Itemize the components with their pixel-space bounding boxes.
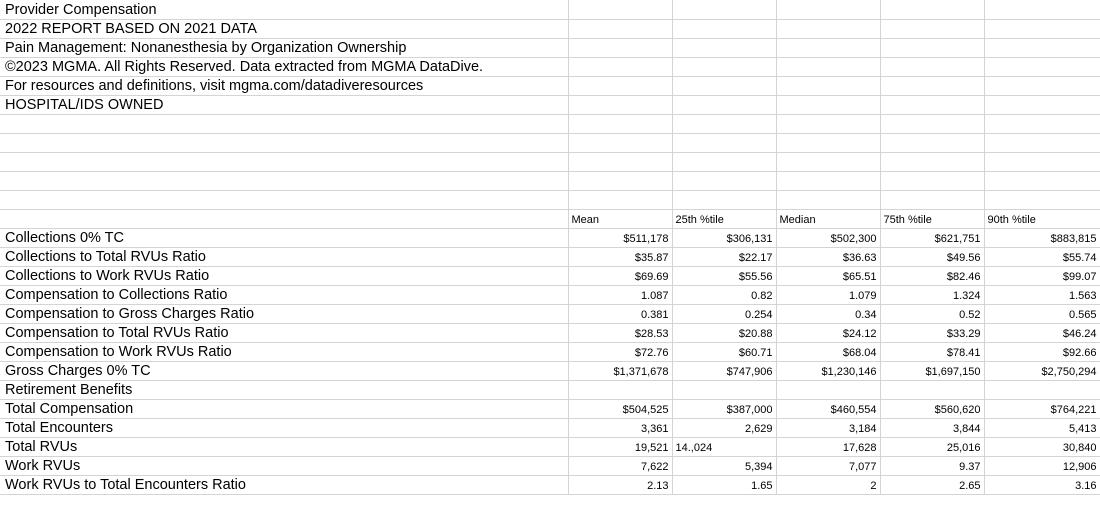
cell-mean[interactable]: 19,521 — [568, 437, 672, 456]
cell-90th[interactable]: 3.16 — [984, 475, 1100, 494]
row-label[interactable]: Compensation to Gross Charges Ratio — [0, 304, 568, 323]
column-header-row — [0, 209, 1100, 228]
cell[interactable] — [568, 57, 672, 76]
cell[interactable] — [672, 114, 776, 133]
row-label[interactable]: Total RVUs — [0, 437, 568, 456]
row-label[interactable]: Compensation to Work RVUs Ratio — [0, 342, 568, 361]
cell[interactable] — [0, 114, 568, 133]
empty-row — [0, 171, 1100, 190]
cell-75th[interactable]: 2.65 — [880, 475, 984, 494]
report-resources[interactable]: For resources and definitions, visit mgma.com/datadiveresources — [0, 76, 568, 95]
cell-25th[interactable]: 0.254 — [672, 304, 776, 323]
cell-90th[interactable]: $92.66 — [984, 342, 1100, 361]
cell[interactable] — [984, 171, 1100, 190]
cell[interactable] — [776, 0, 880, 19]
cell[interactable] — [568, 152, 672, 171]
table-row — [0, 456, 1100, 475]
header-row — [0, 57, 1100, 76]
cell-mean[interactable]: $1,371,678 — [568, 361, 672, 380]
cell[interactable] — [984, 76, 1100, 95]
cell[interactable] — [672, 133, 776, 152]
header-row — [0, 95, 1100, 114]
row-label[interactable]: Collections 0% TC — [0, 228, 568, 247]
cell[interactable] — [880, 114, 984, 133]
cell-median[interactable]: $65.51 — [776, 266, 880, 285]
cell-75th[interactable] — [880, 380, 984, 399]
cell-75th[interactable]: $82.46 — [880, 266, 984, 285]
cell[interactable] — [776, 114, 880, 133]
cell-75th[interactable]: $1,697,150 — [880, 361, 984, 380]
cell[interactable] — [568, 76, 672, 95]
cell[interactable] — [776, 57, 880, 76]
cell[interactable] — [568, 133, 672, 152]
report-ownership[interactable]: HOSPITAL/IDS OWNED — [0, 95, 568, 114]
cell[interactable] — [568, 0, 672, 19]
cell[interactable] — [880, 19, 984, 38]
table-row — [0, 342, 1100, 361]
cell[interactable] — [776, 190, 880, 209]
cell-mean[interactable]: 7,622 — [568, 456, 672, 475]
report-subtitle[interactable]: 2022 REPORT BASED ON 2021 DATA — [0, 19, 568, 38]
table-row — [0, 228, 1100, 247]
row-label[interactable]: Retirement Benefits — [0, 380, 568, 399]
cell[interactable] — [568, 38, 672, 57]
cell[interactable] — [0, 152, 568, 171]
cell-25th[interactable]: 5,394 — [672, 456, 776, 475]
table-row — [0, 266, 1100, 285]
cell-75th[interactable]: 3,844 — [880, 418, 984, 437]
cell-mean[interactable]: $69.69 — [568, 266, 672, 285]
column-header-median[interactable]: Median — [776, 209, 880, 228]
cell-75th[interactable]: 1.324 — [880, 285, 984, 304]
cell-90th[interactable]: 0.565 — [984, 304, 1100, 323]
cell-75th[interactable]: $49.56 — [880, 247, 984, 266]
empty-row — [0, 133, 1100, 152]
table-row — [0, 361, 1100, 380]
cell-median[interactable]: 2 — [776, 475, 880, 494]
cell-median[interactable]: $502,300 — [776, 228, 880, 247]
cell[interactable] — [776, 171, 880, 190]
cell-25th[interactable]: 1.65 — [672, 475, 776, 494]
cell[interactable] — [880, 190, 984, 209]
header-row — [0, 38, 1100, 57]
cell[interactable] — [984, 190, 1100, 209]
cell-25th[interactable]: 2,629 — [672, 418, 776, 437]
cell[interactable] — [776, 19, 880, 38]
column-header-90th[interactable]: 90th %tile — [984, 209, 1100, 228]
table-row — [0, 285, 1100, 304]
cell-mean[interactable]: 2.13 — [568, 475, 672, 494]
cell-90th[interactable]: 12,906 — [984, 456, 1100, 475]
cell-75th[interactable]: $78.41 — [880, 342, 984, 361]
cell-median[interactable]: $36.63 — [776, 247, 880, 266]
table-row — [0, 304, 1100, 323]
cell[interactable] — [880, 76, 984, 95]
row-label[interactable]: Compensation to Collections Ratio — [0, 285, 568, 304]
cell-mean[interactable]: 3,361 — [568, 418, 672, 437]
row-label[interactable]: Work RVUs — [0, 456, 568, 475]
cell[interactable] — [672, 152, 776, 171]
cell-median[interactable]: 1.079 — [776, 285, 880, 304]
cell-mean[interactable]: $35.87 — [568, 247, 672, 266]
cell-median[interactable]: 17,628 — [776, 437, 880, 456]
empty-row — [0, 152, 1100, 171]
cell-25th[interactable]: $22.17 — [672, 247, 776, 266]
cell[interactable] — [776, 76, 880, 95]
cell[interactable] — [568, 95, 672, 114]
cell[interactable] — [0, 133, 568, 152]
cell[interactable] — [984, 19, 1100, 38]
cell-25th[interactable]: $306,131 — [672, 228, 776, 247]
cell[interactable] — [776, 133, 880, 152]
cell-25th[interactable]: $60.71 — [672, 342, 776, 361]
cell-90th[interactable]: 5,413 — [984, 418, 1100, 437]
table-row — [0, 247, 1100, 266]
cell[interactable] — [672, 19, 776, 38]
cell-median[interactable] — [776, 380, 880, 399]
cell[interactable] — [0, 190, 568, 209]
report-title[interactable]: Provider Compensation — [0, 0, 568, 19]
table-row — [0, 418, 1100, 437]
cell-75th[interactable]: $33.29 — [880, 323, 984, 342]
header-row — [0, 76, 1100, 95]
cell[interactable] — [672, 57, 776, 76]
table-row — [0, 399, 1100, 418]
cell-75th[interactable]: 25,016 — [880, 437, 984, 456]
cell[interactable] — [880, 57, 984, 76]
cell[interactable] — [984, 152, 1100, 171]
cell-mean[interactable]: 1.087 — [568, 285, 672, 304]
cell-mean[interactable]: $504,525 — [568, 399, 672, 418]
cell-25th[interactable]: $55.56 — [672, 266, 776, 285]
cell-median[interactable]: 3,184 — [776, 418, 880, 437]
cell[interactable] — [984, 38, 1100, 57]
header-row — [0, 19, 1100, 38]
cell-mean[interactable] — [568, 380, 672, 399]
row-label[interactable]: Work RVUs to Total Encounters Ratio — [0, 475, 568, 494]
cell[interactable] — [984, 114, 1100, 133]
row-label[interactable]: Total Compensation — [0, 399, 568, 418]
row-label[interactable]: Collections to Work RVUs Ratio — [0, 266, 568, 285]
cell[interactable] — [880, 0, 984, 19]
cell[interactable] — [672, 38, 776, 57]
cell-90th[interactable]: 30,840 — [984, 437, 1100, 456]
header-row — [0, 0, 1100, 19]
cell[interactable] — [776, 95, 880, 114]
cell-90th[interactable]: $55.74 — [984, 247, 1100, 266]
column-header-75th[interactable]: 75th %tile — [880, 209, 984, 228]
cell[interactable] — [672, 95, 776, 114]
cell[interactable] — [880, 38, 984, 57]
cell-75th[interactable]: $560,620 — [880, 399, 984, 418]
cell-90th[interactable]: $883,815 — [984, 228, 1100, 247]
cell-mean[interactable]: $511,178 — [568, 228, 672, 247]
cell[interactable] — [568, 171, 672, 190]
cell-median[interactable]: $1,230,146 — [776, 361, 880, 380]
report-copyright[interactable]: ©2023 MGMA. All Rights Reserved. Data extracted from MGMA DataDive. — [0, 57, 568, 76]
table-row — [0, 323, 1100, 342]
cell-75th[interactable]: 9.37 — [880, 456, 984, 475]
cell[interactable] — [984, 95, 1100, 114]
cell-75th[interactable]: 0.52 — [880, 304, 984, 323]
cell[interactable] — [672, 0, 776, 19]
cell[interactable] — [672, 190, 776, 209]
cell-90th[interactable]: $99.07 — [984, 266, 1100, 285]
cell-25th[interactable]: $387,000 — [672, 399, 776, 418]
cell[interactable] — [776, 152, 880, 171]
cell[interactable] — [984, 0, 1100, 19]
cell-25th[interactable]: 14.,024 — [672, 437, 776, 456]
column-header-25th[interactable]: 25th %tile — [672, 209, 776, 228]
cell-median[interactable]: $24.12 — [776, 323, 880, 342]
cell-90th[interactable] — [984, 380, 1100, 399]
cell-25th[interactable]: $20.88 — [672, 323, 776, 342]
cell[interactable] — [568, 190, 672, 209]
cell[interactable] — [880, 171, 984, 190]
cell-90th[interactable]: $764,221 — [984, 399, 1100, 418]
row-label[interactable]: Collections to Total RVUs Ratio — [0, 247, 568, 266]
cell[interactable] — [0, 171, 568, 190]
cell[interactable] — [568, 114, 672, 133]
cell-25th[interactable] — [672, 380, 776, 399]
cell[interactable] — [880, 133, 984, 152]
cell-25th[interactable]: 0.82 — [672, 285, 776, 304]
cell-median[interactable]: $460,554 — [776, 399, 880, 418]
table-row — [0, 380, 1100, 399]
cell-median[interactable]: 0.34 — [776, 304, 880, 323]
cell[interactable] — [880, 152, 984, 171]
cell[interactable] — [568, 19, 672, 38]
column-header-mean[interactable]: Mean — [568, 209, 672, 228]
row-label[interactable]: Gross Charges 0% TC — [0, 361, 568, 380]
cell-mean[interactable]: $28.53 — [568, 323, 672, 342]
cell[interactable] — [984, 133, 1100, 152]
report-specialty[interactable]: Pain Management: Nonanesthesia by Organization Ownership — [0, 38, 568, 57]
cell-median[interactable]: 7,077 — [776, 456, 880, 475]
row-label[interactable]: Compensation to Total RVUs Ratio — [0, 323, 568, 342]
row-label[interactable]: Total Encounters — [0, 418, 568, 437]
cell[interactable] — [776, 38, 880, 57]
cell[interactable] — [672, 171, 776, 190]
cell-median[interactable]: $68.04 — [776, 342, 880, 361]
cell-mean[interactable]: 0.381 — [568, 304, 672, 323]
cell-90th[interactable]: 1.563 — [984, 285, 1100, 304]
cell-25th[interactable]: $747,906 — [672, 361, 776, 380]
cell-75th[interactable]: $621,751 — [880, 228, 984, 247]
cell[interactable] — [984, 57, 1100, 76]
empty-row — [0, 114, 1100, 133]
table-row — [0, 475, 1100, 494]
cell[interactable] — [0, 209, 568, 228]
empty-row — [0, 190, 1100, 209]
cell[interactable] — [880, 95, 984, 114]
cell-mean[interactable]: $72.76 — [568, 342, 672, 361]
cell-90th[interactable]: $2,750,294 — [984, 361, 1100, 380]
cell[interactable] — [672, 76, 776, 95]
cell-90th[interactable]: $46.24 — [984, 323, 1100, 342]
table-row — [0, 437, 1100, 456]
